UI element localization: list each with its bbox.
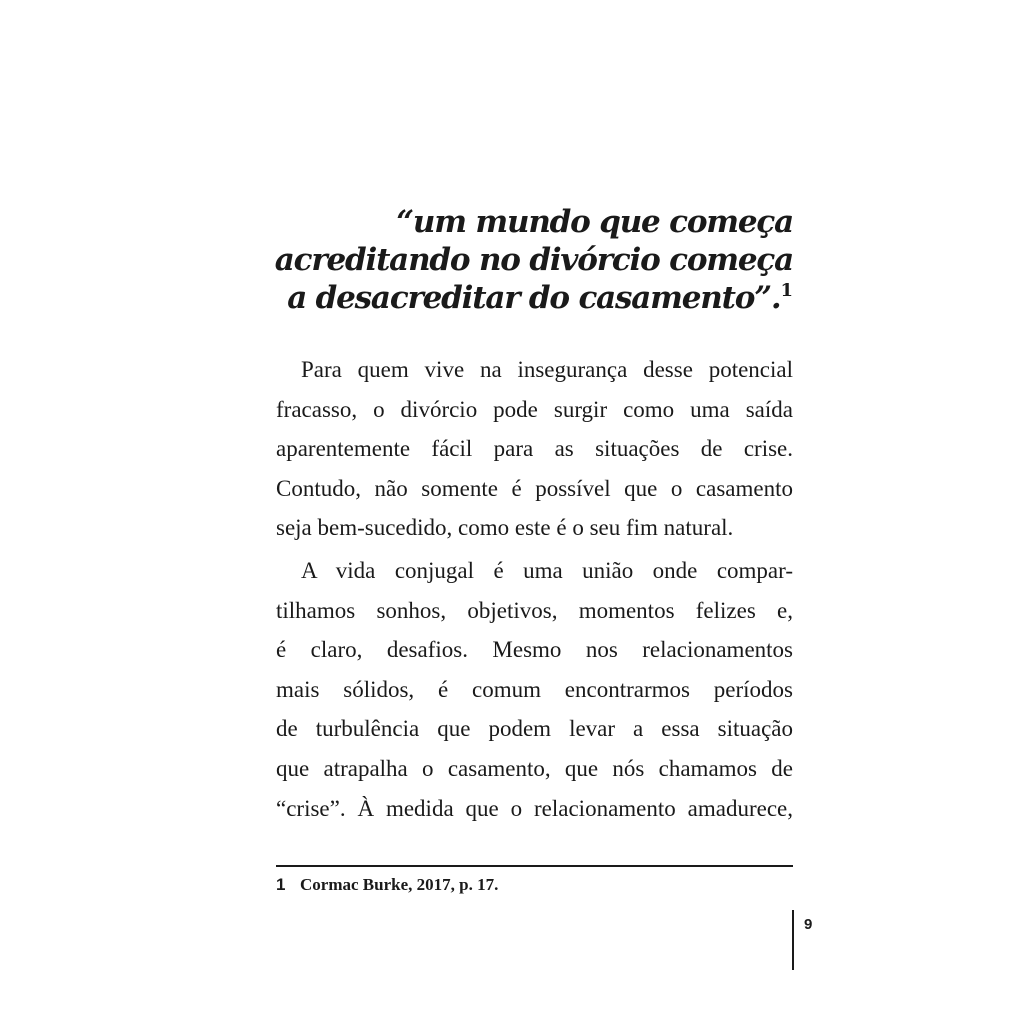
- pull-quote-line: acreditando no divórcio começa: [274, 242, 793, 278]
- text-line: fracasso, o divórcio pode surgir como uma saída: [276, 396, 793, 422]
- pull-quote-line: [250, 279, 793, 317]
- text-line: é claro, desafios. Mesmo nos relacionamentos: [276, 637, 793, 663]
- text-line: Contudo, não somente é possível que o casamento: [276, 475, 793, 501]
- text-line: Para quem vive na insegurança desse potencial: [301, 357, 793, 382]
- text-line: que atrapalha o casamento, que nós chamamos de: [276, 755, 793, 781]
- footnote-divider: [276, 865, 793, 867]
- footnote-number: 1: [276, 875, 286, 894]
- text-line: aparentemente fácil para as situações de crise.: [276, 436, 793, 462]
- footnote-reference: 1: [780, 280, 793, 301]
- text-line: A vida conjugal é uma união onde compar-: [301, 557, 793, 583]
- text-line: “crise”. À medida que o relacionamento amadurece,: [276, 795, 793, 821]
- footnote: [276, 873, 498, 897]
- page-number-divider: [792, 910, 794, 970]
- text-line: tilhamos sonhos, objetivos, momentos felizes e,: [276, 597, 793, 623]
- text-line: de turbulência que podem levar a essa situação: [276, 716, 793, 742]
- page-number: 9: [804, 916, 813, 933]
- paragraph: [276, 350, 793, 548]
- pull-quote-line-text: a desacreditar do casamento”.: [287, 280, 781, 316]
- pull-quote-line: “um mundo que começa: [396, 204, 793, 240]
- text-line: seja bem-sucedido, como este é o seu fim natural.: [276, 515, 734, 541]
- paragraph: [276, 551, 793, 828]
- pull-quote: [250, 203, 793, 317]
- text-line: mais sólidos, é comum encontrarmos períodos: [276, 676, 793, 702]
- footnote-text: Cormac Burke, 2017, p. 17.: [300, 875, 499, 894]
- body-text: [276, 350, 793, 828]
